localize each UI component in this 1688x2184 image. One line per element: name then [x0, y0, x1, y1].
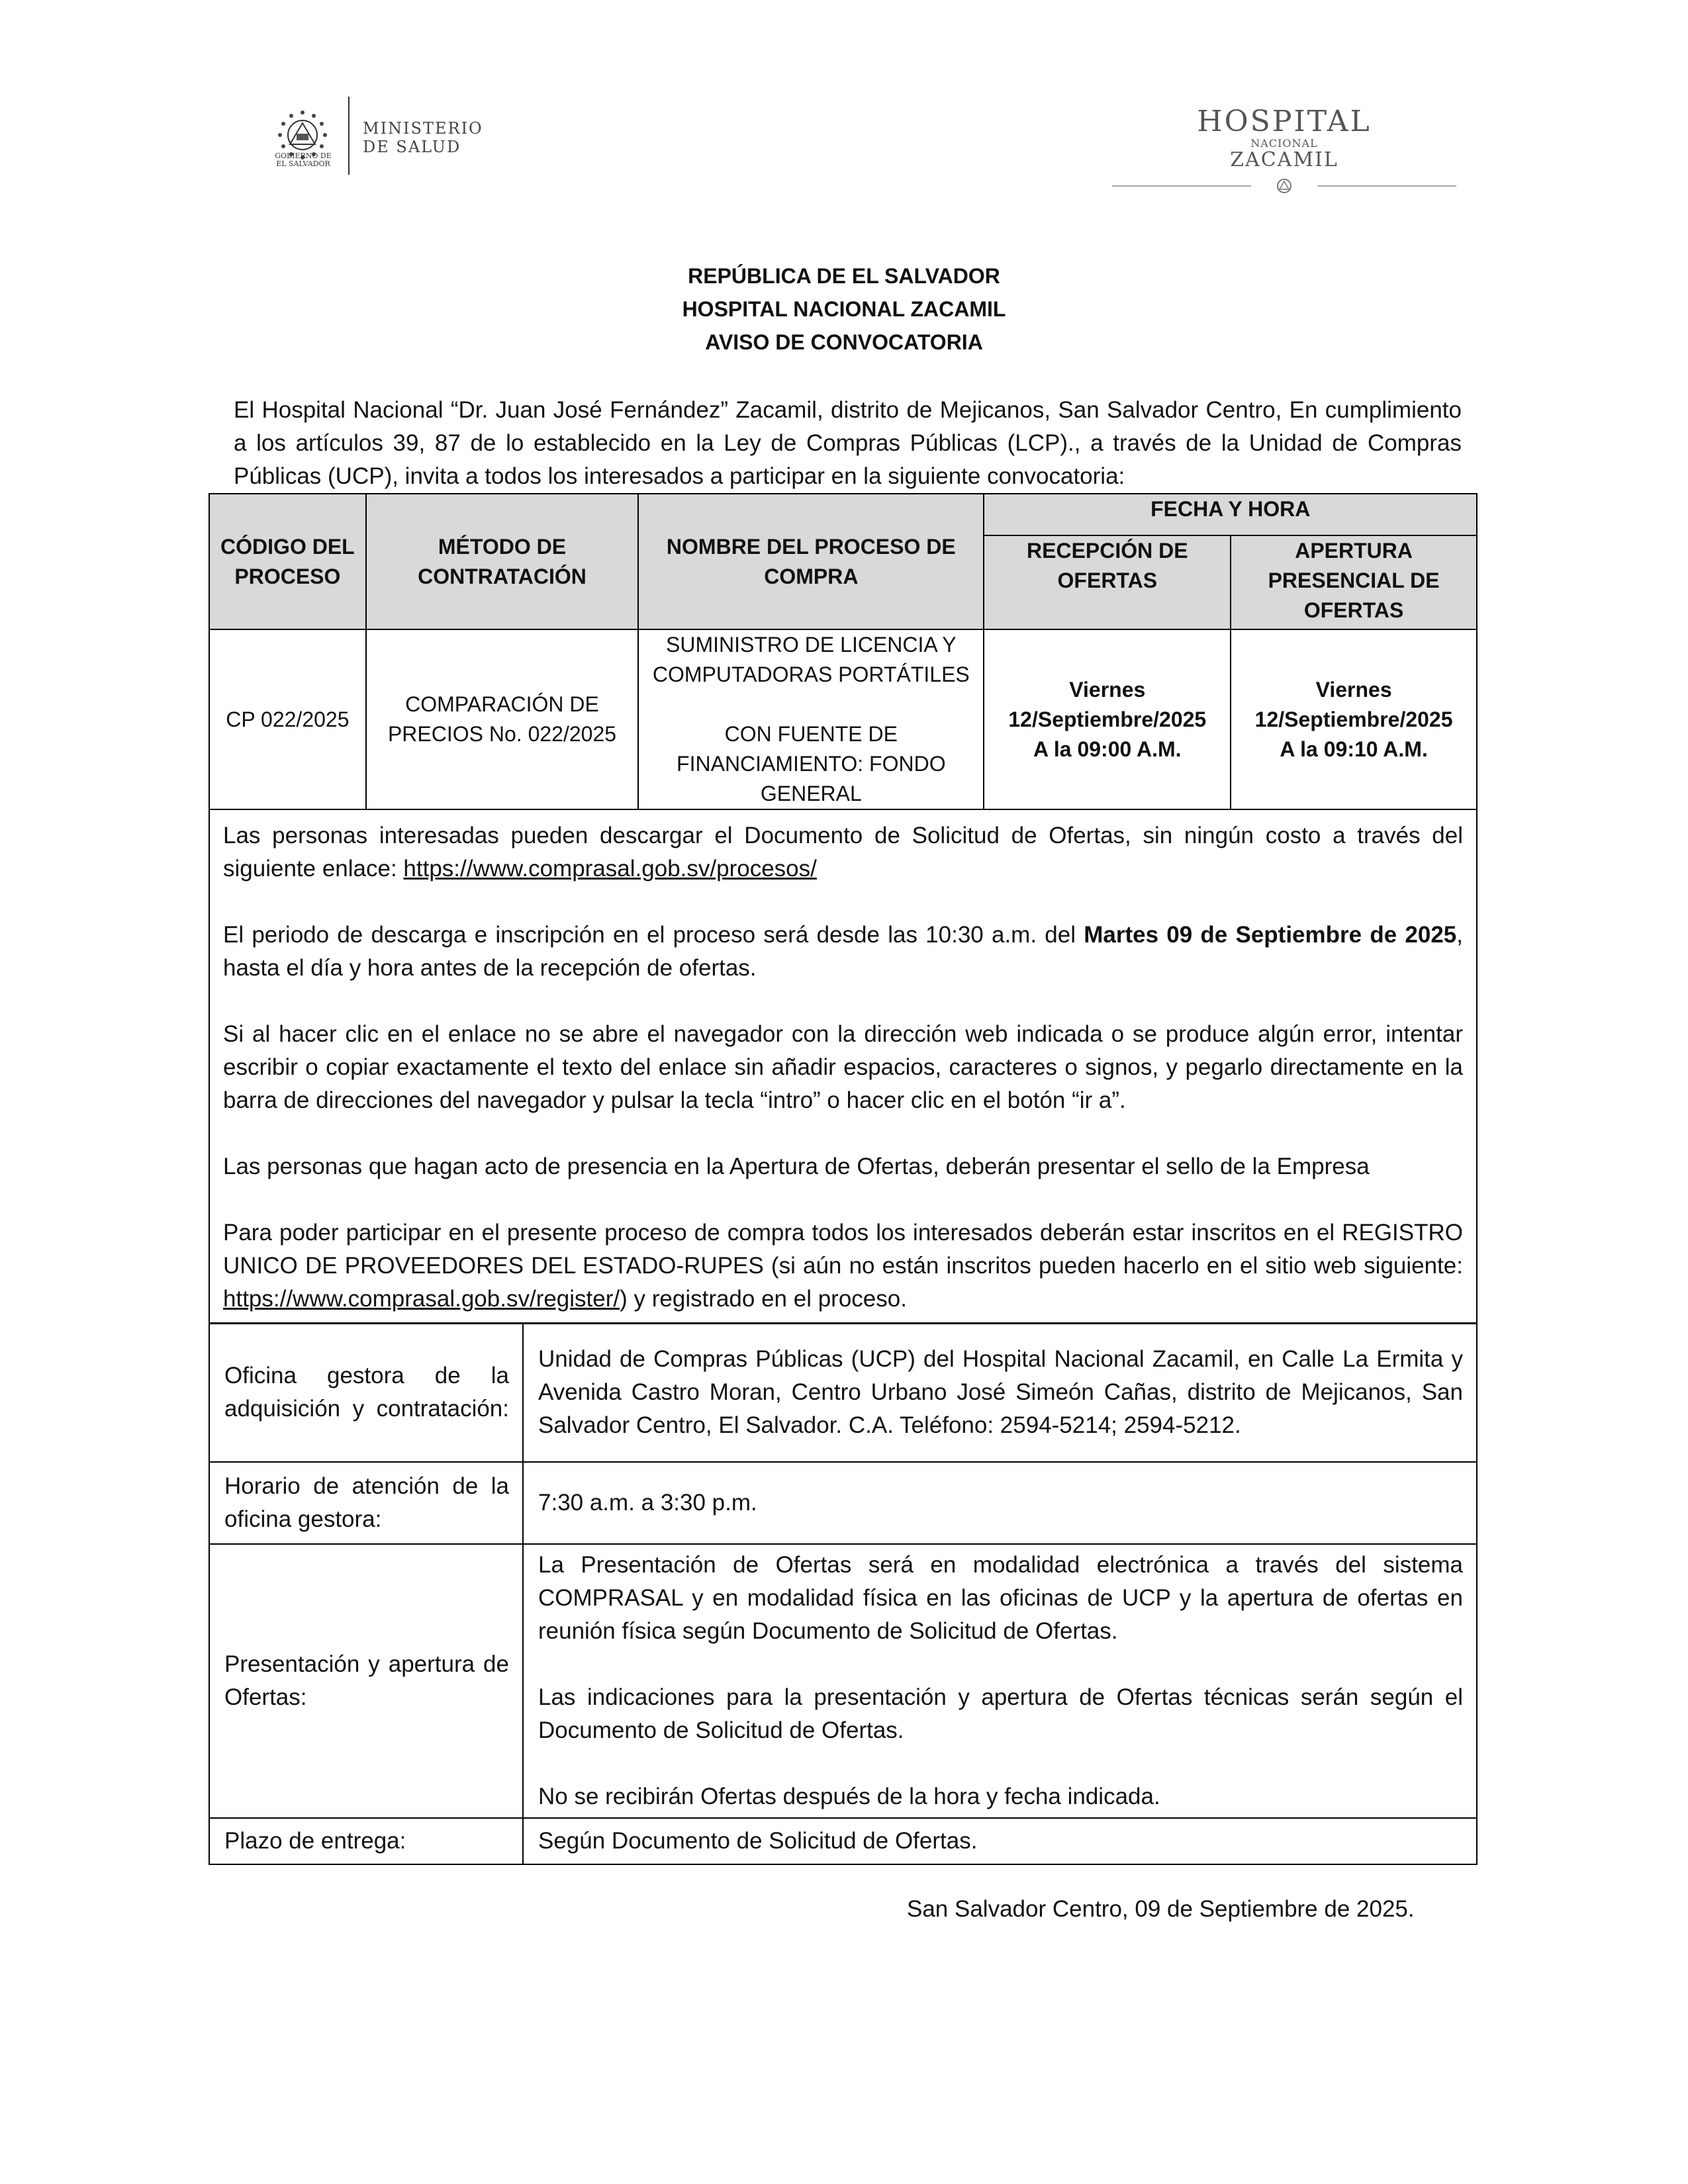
register-link[interactable]: https://www.comprasal.gob.sv/register/	[223, 1286, 620, 1312]
info-periodo: El periodo de descarga e inscripción en el proceso será desde las 10:30 a.m. del Martes 09 de Septiembre de 2025, hasta el día y hora antes de la recepción de ofertas.	[223, 922, 1463, 981]
recepcion-date: 12/Septiembre/2025	[1008, 707, 1207, 731]
header-apertura: APERTURA PRESENCIAL DE OFERTAS	[1231, 535, 1477, 629]
header-codigo: CÓDIGO DEL PROCESO	[209, 494, 366, 629]
details-table	[209, 1322, 1477, 1865]
value-oficina: Unidad de Compras Públicas (UCP) del Hospital Nacional Zacamil, en Calle La Ermita y Avenida Castro Moran, Centro Urbano José Simeón Cañas, distrito de Mejicanos, San Salvador Centro, El Salvador. C.A. Teléfono: 2594-5214; 2594-5212.	[523, 1323, 1477, 1462]
nombre-line2: CON FUENTE DE FINANCIAMIENTO: FONDO GENERAL	[677, 722, 946, 805]
document-titles	[0, 259, 1688, 359]
periodo-date: Martes 09 de Septiembre de 2025	[1084, 922, 1457, 948]
details-row-oficina	[209, 1323, 1477, 1462]
details-row-horario	[209, 1462, 1477, 1544]
label-presentacion: Presentación y apertura de Ofertas:	[209, 1544, 523, 1818]
label-oficina: Oficina gestora de la adquisición y contratación:	[209, 1323, 523, 1462]
hospital-wordmark: HOSPITAL	[1197, 105, 1372, 138]
hospital-logo	[1112, 106, 1456, 205]
ministerio-line1: MINISTERIO	[363, 119, 483, 138]
details-row-presentacion	[209, 1544, 1477, 1818]
ministerio-line2: DE SALUD	[363, 138, 461, 156]
header-metodo: MÉTODO DE CONTRATACIÓN	[366, 494, 638, 629]
cell-recepcion	[984, 629, 1231, 809]
logo-divider	[348, 97, 350, 175]
intro-paragraph: El Hospital Nacional “Dr. Juan José Fernández” Zacamil, distrito de Mejicanos, San Salvador Centro, En cumplimiento a los artículos 39, 87 de lo establecido en la Ley de Compras Públicas (LCP)., a través de la Unidad de Compras Públicas (UCP), invita a todos los interesados a participar en la siguiente convocatoria:	[234, 397, 1462, 489]
apertura-time: A la 09:10 A.M.	[1280, 737, 1428, 761]
place-date: San Salvador Centro, 09 de Septiembre de 2025.	[907, 1896, 1415, 1922]
info-cell	[209, 809, 1477, 1324]
procesos-link[interactable]: https://www.comprasal.gob.sv/procesos/	[403, 856, 817, 882]
info-sello: Las personas que hagan acto de presencia en la Apertura de Ofertas, deberán presentar el sello de la Empresa	[223, 1154, 1370, 1179]
info-download: Las personas interesadas pueden descargar el Documento de Solicitud de Ofertas, sin ningún costo a través del siguiente enlace: https://www.comprasal.gob.sv/procesos/	[223, 823, 1463, 882]
value-horario: 7:30 a.m. a 3:30 p.m.	[523, 1462, 1477, 1544]
table-row	[209, 629, 1477, 809]
recepcion-day: Viernes	[1069, 677, 1146, 702]
hospital-zacamil: ZACAMIL	[1230, 148, 1338, 171]
presentacion-p1: La Presentación de Ofertas será en modalidad electrónica a través del sistema COMPRASAL y en modalidad física en las oficinas de UCP y la apertura de ofertas en reunión física según Documento de Solicitud de Ofertas.	[538, 1552, 1463, 1644]
cell-metodo: COMPARACIÓN DE PRECIOS No. 022/2025	[366, 629, 638, 809]
presentacion-p3: No se recibirán Ofertas después de la hora y fecha indicada.	[538, 1784, 1160, 1809]
cell-apertura	[1231, 629, 1477, 809]
title-republica: REPÚBLICA DE EL SALVADOR	[688, 264, 1000, 288]
hospital-nacional: NACIONAL	[1250, 137, 1318, 150]
value-presentacion	[523, 1544, 1477, 1818]
details-row-plazo	[209, 1818, 1477, 1864]
value-plazo: Según Documento de Solicitud de Ofertas.	[523, 1818, 1477, 1864]
presentacion-p2: Las indicaciones para la presentación y apertura de Ofertas técnicas serán según el Documento de Solicitud de Ofertas.	[538, 1684, 1463, 1743]
title-hospital: HOSPITAL NACIONAL ZACAMIL	[682, 297, 1006, 321]
apertura-date: 12/Septiembre/2025	[1254, 707, 1453, 731]
title-aviso: AVISO DE CONVOCATORIA	[705, 330, 983, 354]
info-link-help: Si al hacer clic en el enlace no se abre el navegador con la dirección web indicada o se produce algún error, intentar escribir o copiar exactamente el texto del enlace sin añadir espacios, caracteres o signos, y pegarlo directamente en la barra de direcciones del navegador y pulsar la tecla “intro” o hacer clic en el botón “ir a”.	[223, 1021, 1463, 1113]
info-rupes: Para poder participar en el presente proceso de compra todos los interesados deberán estar inscritos en el REGISTRO UNICO DE PROVEEDORES DEL ESTADO-RUPES (si aún no están inscritos pueden hacerlo en el sitio web siguiente: https://www.comprasal.gob.sv/register/) y registrado en el proceso.	[223, 1220, 1463, 1312]
ministerio-wordmark	[363, 119, 483, 156]
nombre-line1: SUMINISTRO DE LICENCIA Y COMPUTADORAS PORTÁTILES	[652, 633, 970, 686]
label-horario: Horario de atención de la oficina gestora:	[209, 1462, 523, 1544]
apertura-day: Viernes	[1315, 677, 1392, 702]
header-recepcion: RECEPCIÓN DE OFERTAS	[984, 535, 1231, 629]
header-fecha-hora: FECHA Y HORA	[984, 494, 1477, 535]
cell-codigo: CP 022/2025	[209, 629, 366, 809]
small-seal-icon	[1271, 176, 1297, 196]
recepcion-time: A la 09:00 A.M.	[1033, 737, 1182, 761]
seal-caption: GOBIERNO DE EL SALVADOR	[275, 152, 332, 168]
cell-nombre	[638, 629, 984, 809]
header-nombre: NOMBRE DEL PROCESO DE COMPRA	[638, 494, 984, 629]
hospital-logo-rule	[1112, 176, 1456, 196]
label-plazo: Plazo de entrega:	[209, 1818, 523, 1864]
ministerio-logo	[270, 94, 489, 180]
convocatoria-table	[209, 493, 1477, 1324]
